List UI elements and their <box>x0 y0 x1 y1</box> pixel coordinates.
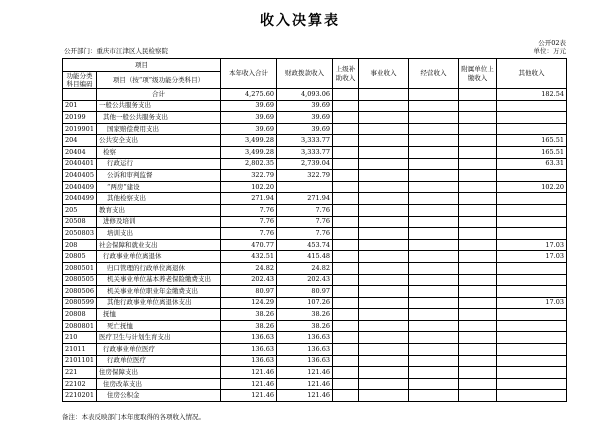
table-row <box>63 170 567 182</box>
table-row <box>63 274 567 286</box>
cell-code: 2040499 <box>63 193 97 205</box>
cell-name: 其他一般公共服务支出 <box>97 112 221 124</box>
cell-fiscal: 322.79 <box>277 170 333 182</box>
cell-code: 221 <box>63 367 97 379</box>
cell-other: 17.03 <box>497 239 567 251</box>
cell-code: 20199 <box>63 112 97 124</box>
cell-superior <box>333 216 359 228</box>
cell-business <box>359 112 409 124</box>
cell-name: 行政事业单位离退休 <box>97 251 221 263</box>
cell-name: 检察 <box>97 146 221 158</box>
cell-name: 合计 <box>97 89 221 101</box>
table-row <box>63 146 567 158</box>
cell-operating <box>409 228 459 240</box>
cell-operating <box>409 146 459 158</box>
cell-fiscal: 7.76 <box>277 228 333 240</box>
cell-superior <box>333 367 359 379</box>
cell-code: 2210201 <box>63 390 97 402</box>
cell-other: 182.54 <box>497 89 567 101</box>
cell-business <box>359 274 409 286</box>
cell-fiscal: 39.69 <box>277 123 333 135</box>
cell-business <box>359 181 409 193</box>
cell-other <box>497 204 567 216</box>
cell-fiscal: 4,093.06 <box>277 89 333 101</box>
cell-other <box>497 378 567 390</box>
cell-fiscal: 121.46 <box>277 367 333 379</box>
cell-total: 80.97 <box>221 286 277 298</box>
cell-code: 2040409 <box>63 181 97 193</box>
cell-code: 20508 <box>63 216 97 228</box>
cell-other: 102.20 <box>497 181 567 193</box>
cell-other <box>497 309 567 321</box>
header-name: 项目（按“项”级功能分类科目） <box>97 72 221 89</box>
table-row <box>63 378 567 390</box>
cell-superior <box>333 135 359 147</box>
cell-other <box>497 100 567 112</box>
cell-code: 210 <box>63 332 97 344</box>
cell-operating <box>409 251 459 263</box>
cell-name: 行政事业单位医疗 <box>97 344 221 356</box>
cell-total: 7.76 <box>221 216 277 228</box>
cell-superior <box>333 100 359 112</box>
header-other: 其他收入 <box>497 59 567 89</box>
table-row <box>63 390 567 402</box>
cell-code: 2080801 <box>63 320 97 332</box>
cell-affiliated <box>459 251 497 263</box>
cell-name: 一般公共服务支出 <box>97 100 221 112</box>
cell-operating <box>409 309 459 321</box>
cell-total: 24.82 <box>221 262 277 274</box>
cell-fiscal: 3,333.77 <box>277 146 333 158</box>
table-row <box>63 100 567 112</box>
cell-name: 进修及培训 <box>97 216 221 228</box>
cell-affiliated <box>459 239 497 251</box>
cell-code: 2040405 <box>63 170 97 182</box>
cell-operating <box>409 193 459 205</box>
cell-name: 其他检察支出 <box>97 193 221 205</box>
cell-name: 归口管理的行政单位离退休 <box>97 262 221 274</box>
cell-superior <box>333 158 359 170</box>
cell-affiliated <box>459 135 497 147</box>
cell-superior <box>333 355 359 367</box>
table-row <box>63 204 567 216</box>
cell-operating <box>409 123 459 135</box>
cell-code: 21011 <box>63 344 97 356</box>
cell-total: 121.46 <box>221 378 277 390</box>
cell-business <box>359 239 409 251</box>
cell-operating <box>409 286 459 298</box>
cell-affiliated <box>459 170 497 182</box>
cell-code: 201 <box>63 100 97 112</box>
cell-fiscal: 453.74 <box>277 239 333 251</box>
cell-business <box>359 309 409 321</box>
cell-total: 38.26 <box>221 309 277 321</box>
table-row <box>63 228 567 240</box>
cell-total: 4,275.60 <box>221 89 277 101</box>
cell-name: 公诉和审判监督 <box>97 170 221 182</box>
cell-other <box>497 112 567 124</box>
department-label: 公开部门：重庆市江津区人民检察院 <box>64 47 168 55</box>
cell-total: 3,499.28 <box>221 135 277 147</box>
table-row <box>63 367 567 379</box>
cell-operating <box>409 378 459 390</box>
cell-fiscal: 3,333.77 <box>277 135 333 147</box>
cell-superior <box>333 320 359 332</box>
cell-affiliated <box>459 89 497 101</box>
cell-business <box>359 378 409 390</box>
cell-total: 271.94 <box>221 193 277 205</box>
cell-operating <box>409 355 459 367</box>
cell-operating <box>409 216 459 228</box>
cell-affiliated <box>459 274 497 286</box>
cell-superior <box>333 146 359 158</box>
cell-name: 抚恤 <box>97 309 221 321</box>
cell-business <box>359 251 409 263</box>
cell-affiliated <box>459 355 497 367</box>
cell-fiscal <box>277 181 333 193</box>
cell-name: 机关事业单位基本养老保险缴费支出 <box>97 274 221 286</box>
cell-superior <box>333 228 359 240</box>
cell-code: 2040401 <box>63 158 97 170</box>
cell-operating <box>409 344 459 356</box>
cell-code: 208 <box>63 239 97 251</box>
table-row <box>63 89 567 101</box>
cell-operating <box>409 390 459 402</box>
cell-name: 住房改革支出 <box>97 378 221 390</box>
cell-fiscal: 39.69 <box>277 100 333 112</box>
table-row <box>63 286 567 298</box>
cell-total: 432.51 <box>221 251 277 263</box>
table-row <box>63 158 567 170</box>
cell-fiscal: 38.26 <box>277 320 333 332</box>
cell-other <box>497 193 567 205</box>
cell-total: 102.20 <box>221 181 277 193</box>
cell-name: 住房保障支出 <box>97 367 221 379</box>
header-code: 功能分类科目编码 <box>63 72 97 89</box>
cell-name: 行政单位医疗 <box>97 355 221 367</box>
form-number: 公开02表 <box>538 39 566 47</box>
table-row <box>63 123 567 135</box>
cell-other <box>497 228 567 240</box>
cell-fiscal: 80.97 <box>277 286 333 298</box>
cell-business <box>359 228 409 240</box>
cell-total: 121.46 <box>221 367 277 379</box>
cell-total: 39.69 <box>221 123 277 135</box>
cell-affiliated <box>459 228 497 240</box>
income-table <box>62 58 567 402</box>
cell-operating <box>409 89 459 101</box>
cell-affiliated <box>459 123 497 135</box>
table-row <box>63 262 567 274</box>
cell-superior <box>333 390 359 402</box>
cell-code: 2080599 <box>63 297 97 309</box>
cell-superior <box>333 181 359 193</box>
cell-affiliated <box>459 332 497 344</box>
cell-total: 124.29 <box>221 297 277 309</box>
cell-affiliated <box>459 367 497 379</box>
cell-business <box>359 158 409 170</box>
cell-business <box>359 135 409 147</box>
cell-operating <box>409 181 459 193</box>
cell-name: 其他行政事业单位离退休支出 <box>97 297 221 309</box>
header-operating: 经营收入 <box>409 59 459 89</box>
cell-other <box>497 332 567 344</box>
cell-business <box>359 204 409 216</box>
cell-name: 死亡抚恤 <box>97 320 221 332</box>
cell-code: 20404 <box>63 146 97 158</box>
cell-other <box>497 390 567 402</box>
cell-total: 202.43 <box>221 274 277 286</box>
cell-other <box>497 320 567 332</box>
cell-superior <box>333 332 359 344</box>
cell-fiscal: 7.76 <box>277 204 333 216</box>
cell-affiliated <box>459 146 497 158</box>
cell-name: 公共安全支出 <box>97 135 221 147</box>
cell-business <box>359 286 409 298</box>
header-business: 事业收入 <box>359 59 409 89</box>
cell-superior <box>333 239 359 251</box>
cell-operating <box>409 100 459 112</box>
cell-affiliated <box>459 297 497 309</box>
cell-total: 2,802.35 <box>221 158 277 170</box>
cell-superior <box>333 123 359 135</box>
cell-fiscal: 7.76 <box>277 216 333 228</box>
cell-fiscal: 136.63 <box>277 332 333 344</box>
cell-operating <box>409 204 459 216</box>
cell-other <box>497 344 567 356</box>
cell-other: 17.03 <box>497 251 567 263</box>
cell-affiliated <box>459 216 497 228</box>
cell-affiliated <box>459 158 497 170</box>
cell-superior <box>333 286 359 298</box>
cell-operating <box>409 297 459 309</box>
cell-fiscal: 121.46 <box>277 390 333 402</box>
cell-fiscal: 2,739.04 <box>277 158 333 170</box>
cell-superior <box>333 251 359 263</box>
table-row <box>63 320 567 332</box>
cell-affiliated <box>459 286 497 298</box>
table-row <box>63 344 567 356</box>
cell-fiscal: 24.82 <box>277 262 333 274</box>
cell-business <box>359 89 409 101</box>
cell-superior <box>333 344 359 356</box>
header-item: 项目 <box>63 59 221 72</box>
cell-name: 住房公积金 <box>97 390 221 402</box>
cell-code: 2080506 <box>63 286 97 298</box>
cell-total: 136.63 <box>221 344 277 356</box>
cell-operating <box>409 170 459 182</box>
cell-affiliated <box>459 344 497 356</box>
cell-affiliated <box>459 262 497 274</box>
cell-business <box>359 216 409 228</box>
cell-other <box>497 170 567 182</box>
table-row <box>63 216 567 228</box>
cell-superior <box>333 89 359 101</box>
cell-operating <box>409 274 459 286</box>
cell-affiliated <box>459 181 497 193</box>
table-row <box>63 112 567 124</box>
cell-code: 2101101 <box>63 355 97 367</box>
cell-superior <box>333 204 359 216</box>
cell-total: 470.77 <box>221 239 277 251</box>
cell-total: 3,499.28 <box>221 146 277 158</box>
cell-business <box>359 332 409 344</box>
cell-name: “两房”建设 <box>97 181 221 193</box>
header-fiscal: 财政拨款收入 <box>277 59 333 89</box>
cell-business <box>359 320 409 332</box>
cell-total: 39.69 <box>221 100 277 112</box>
cell-operating <box>409 135 459 147</box>
header-total: 本年收入合计 <box>221 59 277 89</box>
cell-name: 医疗卫生与计划生育支出 <box>97 332 221 344</box>
cell-total: 136.63 <box>221 355 277 367</box>
cell-affiliated <box>459 320 497 332</box>
cell-business <box>359 170 409 182</box>
cell-code: 20805 <box>63 251 97 263</box>
unit-label: 单位：万元 <box>533 47 566 55</box>
page-title: 收入决算表 <box>260 13 340 29</box>
cell-code: 2080505 <box>63 274 97 286</box>
cell-superior <box>333 262 359 274</box>
cell-total: 39.69 <box>221 112 277 124</box>
cell-code: 22102 <box>63 378 97 390</box>
cell-other: 165.51 <box>497 146 567 158</box>
cell-total: 136.63 <box>221 332 277 344</box>
cell-fiscal: 39.69 <box>277 112 333 124</box>
cell-operating <box>409 158 459 170</box>
cell-name: 行政运行 <box>97 158 221 170</box>
cell-total: 322.79 <box>221 170 277 182</box>
cell-fiscal: 136.63 <box>277 355 333 367</box>
cell-business <box>359 390 409 402</box>
cell-business <box>359 193 409 205</box>
cell-fiscal: 121.46 <box>277 378 333 390</box>
header-affiliated: 附属单位上缴收入 <box>459 59 497 89</box>
cell-other: 63.31 <box>497 158 567 170</box>
cell-code <box>63 89 97 101</box>
report-meta <box>64 46 566 55</box>
cell-affiliated <box>459 193 497 205</box>
cell-fiscal: 202.43 <box>277 274 333 286</box>
cell-business <box>359 367 409 379</box>
cell-affiliated <box>459 390 497 402</box>
table-row <box>63 193 567 205</box>
cell-operating <box>409 332 459 344</box>
table-row <box>63 332 567 344</box>
cell-code: 204 <box>63 135 97 147</box>
cell-other <box>497 123 567 135</box>
cell-code: 2050803 <box>63 228 97 240</box>
cell-affiliated <box>459 378 497 390</box>
table-row <box>63 135 567 147</box>
table-row <box>63 297 567 309</box>
cell-affiliated <box>459 204 497 216</box>
cell-business <box>359 100 409 112</box>
cell-other <box>497 262 567 274</box>
cell-code: 2019901 <box>63 123 97 135</box>
cell-code: 20808 <box>63 309 97 321</box>
cell-name: 培训支出 <box>97 228 221 240</box>
cell-other <box>497 286 567 298</box>
table-row <box>63 355 567 367</box>
cell-fiscal: 271.94 <box>277 193 333 205</box>
cell-business <box>359 355 409 367</box>
table-row <box>63 309 567 321</box>
cell-operating <box>409 320 459 332</box>
cell-code: 205 <box>63 204 97 216</box>
table-row <box>63 181 567 193</box>
cell-fiscal: 107.26 <box>277 297 333 309</box>
cell-superior <box>333 170 359 182</box>
cell-affiliated <box>459 309 497 321</box>
cell-name: 社会保障和就业支出 <box>97 239 221 251</box>
table-row <box>63 251 567 263</box>
cell-other <box>497 216 567 228</box>
cell-total: 121.46 <box>221 390 277 402</box>
cell-fiscal: 415.48 <box>277 251 333 263</box>
cell-business <box>359 146 409 158</box>
cell-superior <box>333 378 359 390</box>
cell-fiscal: 38.26 <box>277 309 333 321</box>
cell-name: 机关事业单位职业年金缴费支出 <box>97 286 221 298</box>
cell-business <box>359 297 409 309</box>
footnote: 备注：本表反映部门本年度取得的各项收入情况。 <box>62 413 205 421</box>
cell-other <box>497 355 567 367</box>
cell-name: 国家赔偿费用支出 <box>97 123 221 135</box>
cell-operating <box>409 239 459 251</box>
cell-code: 2080501 <box>63 262 97 274</box>
cell-superior <box>333 274 359 286</box>
cell-superior <box>333 193 359 205</box>
cell-business <box>359 344 409 356</box>
cell-total: 7.76 <box>221 228 277 240</box>
cell-business <box>359 262 409 274</box>
cell-other <box>497 274 567 286</box>
cell-name: 教育支出 <box>97 204 221 216</box>
cell-superior <box>333 297 359 309</box>
cell-affiliated <box>459 100 497 112</box>
cell-other: 17.03 <box>497 297 567 309</box>
header-superior: 上级补助收入 <box>333 59 359 89</box>
cell-operating <box>409 367 459 379</box>
cell-affiliated <box>459 112 497 124</box>
cell-other <box>497 367 567 379</box>
cell-superior <box>333 309 359 321</box>
cell-operating <box>409 112 459 124</box>
cell-operating <box>409 262 459 274</box>
table-row <box>63 239 567 251</box>
cell-total: 38.26 <box>221 320 277 332</box>
table-body <box>63 89 567 402</box>
cell-superior <box>333 112 359 124</box>
cell-total: 7.76 <box>221 204 277 216</box>
cell-business <box>359 123 409 135</box>
cell-fiscal: 136.63 <box>277 344 333 356</box>
cell-other: 165.51 <box>497 135 567 147</box>
